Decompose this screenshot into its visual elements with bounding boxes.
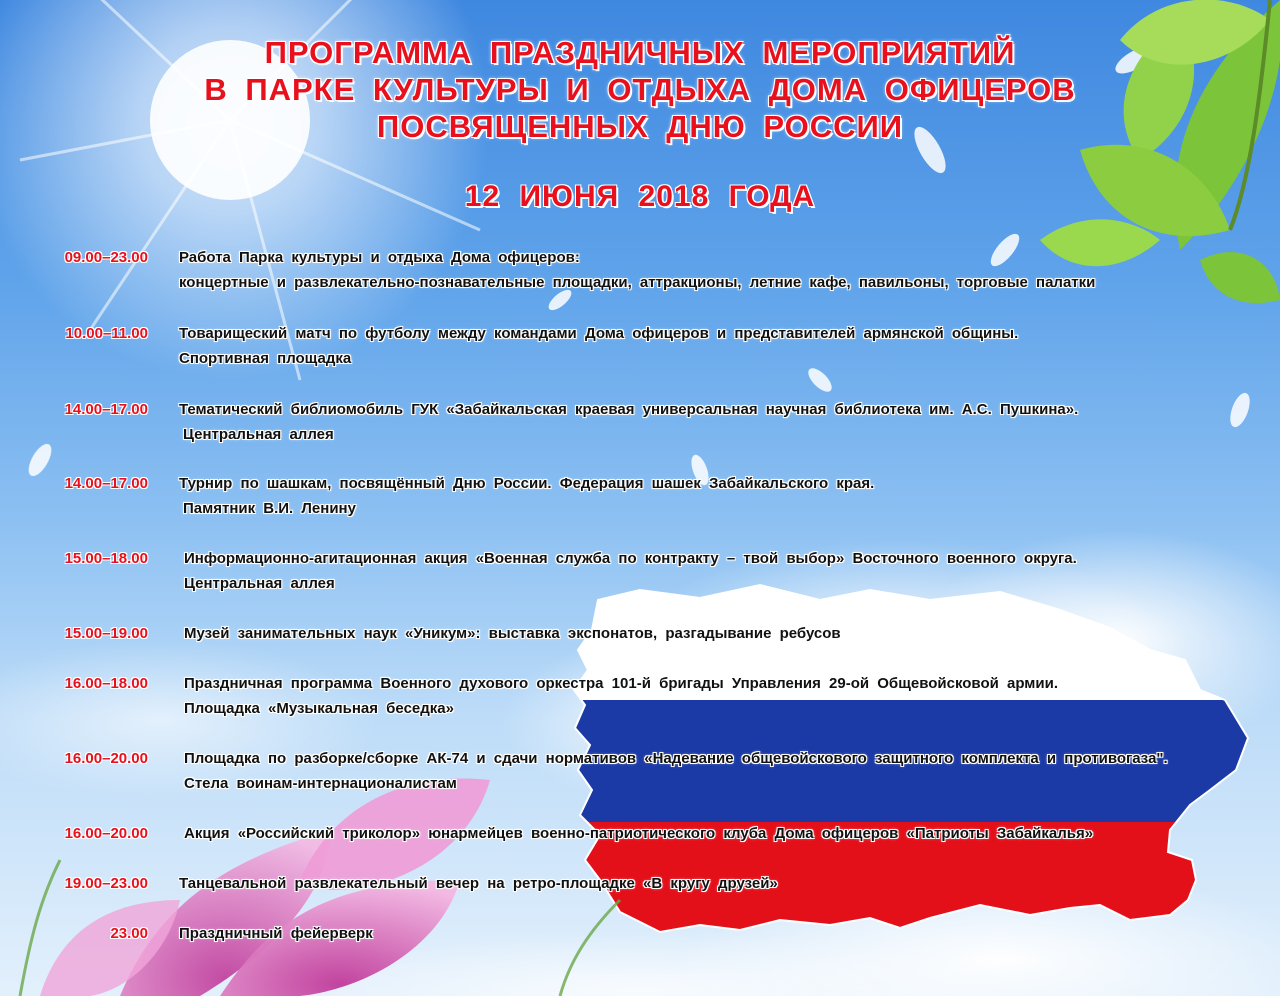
event-line: Стела воинам-интернационалистам	[184, 775, 457, 792]
title-line: В ПАРКЕ КУЛЬТУРЫ И ОТДЫХА ДОМА ОФИЦЕРОВ	[204, 72, 1076, 107]
event-description	[184, 746, 1264, 796]
title-line: ПОСВЯЩЕННЫХ ДНЮ РОССИИ	[376, 109, 904, 144]
event-line: Работа Парка культуры и отдыха Дома офицеров:	[179, 249, 580, 266]
event-line: Тематический библиомобиль ГУК «Забайкальская краевая универсальная научная библиотека им. А.С. Пушкина».	[179, 401, 1079, 418]
event-description	[179, 397, 1259, 447]
event-line: Центральная аллея	[184, 575, 335, 592]
event-time: 15.00–19.00	[64, 625, 148, 642]
event-line: Спортивная площадка	[179, 350, 352, 367]
event-line: Площадка «Музыкальная беседка»	[184, 700, 454, 717]
event-line: Информационно-агитационная акция «Военная служба по контракту – твой выбор» Восточного военного округа.	[184, 550, 1077, 567]
event-line: Центральная аллея	[183, 426, 334, 443]
event-time: 14.00–17.00	[64, 401, 148, 418]
event-time: 16.00–20.00	[64, 825, 148, 842]
event-time: 10.00–11.00	[65, 325, 148, 342]
event-line: концертные и развлекательно-познавательные площадки, аттракционы, летние кафе, павильоны, торговые палатки	[179, 274, 1096, 291]
event-time: 15.00–18.00	[64, 550, 148, 567]
event-description	[179, 871, 1259, 896]
event-line: Площадка по разборке/сборке АК-74 и сдачи нормативов «Надевание общевойскового защитного комплекта и противогаза".	[184, 750, 1168, 767]
event-description	[184, 621, 1264, 646]
event-line: Памятник В.И. Ленину	[183, 500, 356, 517]
program-title	[0, 34, 1280, 145]
event-description	[184, 671, 1264, 721]
event-description	[179, 245, 1259, 295]
event-time: 09.00–23.00	[64, 249, 148, 266]
event-description	[184, 546, 1264, 596]
event-description	[179, 321, 1259, 371]
event-description	[179, 471, 1259, 521]
event-time: 16.00–20.00	[64, 750, 148, 767]
event-description	[184, 821, 1264, 846]
event-time: 23.00	[110, 925, 148, 942]
event-line: Музей занимательных наук «Уникум»: выставка экспонатов, разгадывание ребусов	[184, 625, 841, 642]
event-line: Акция «Российский триколор» юнармейцев военно-патриотического клуба Дома офицеров «Патриоты Забайкалья»	[184, 825, 1094, 842]
title-line: ПРОГРАММА ПРАЗДНИЧНЫХ МЕРОПРИЯТИЙ	[264, 35, 1016, 70]
event-time: 14.00–17.00	[64, 475, 148, 492]
event-time: 16.00–18.00	[64, 675, 148, 692]
event-line: Праздничная программа Военного духового оркестра 101-й бригады Управления 29-ой Общевойсковой армии.	[184, 675, 1059, 692]
event-line: Товарищеский матч по футболу между командами Дома офицеров и представителей армянской общины.	[179, 325, 1019, 342]
event-line: Турнир по шашкам, посвящённый Дню России. Федерация шашек Забайкальского края.	[179, 475, 875, 492]
event-line: Танцевальной развлекательный вечер на ретро-площадке «В кругу друзей»	[179, 875, 778, 892]
event-description	[179, 921, 1259, 946]
event-date: 12 ИЮНЯ 2018 ГОДА	[464, 180, 816, 213]
event-line: Праздничный фейерверк	[179, 925, 373, 942]
event-time: 19.00–23.00	[64, 875, 148, 892]
